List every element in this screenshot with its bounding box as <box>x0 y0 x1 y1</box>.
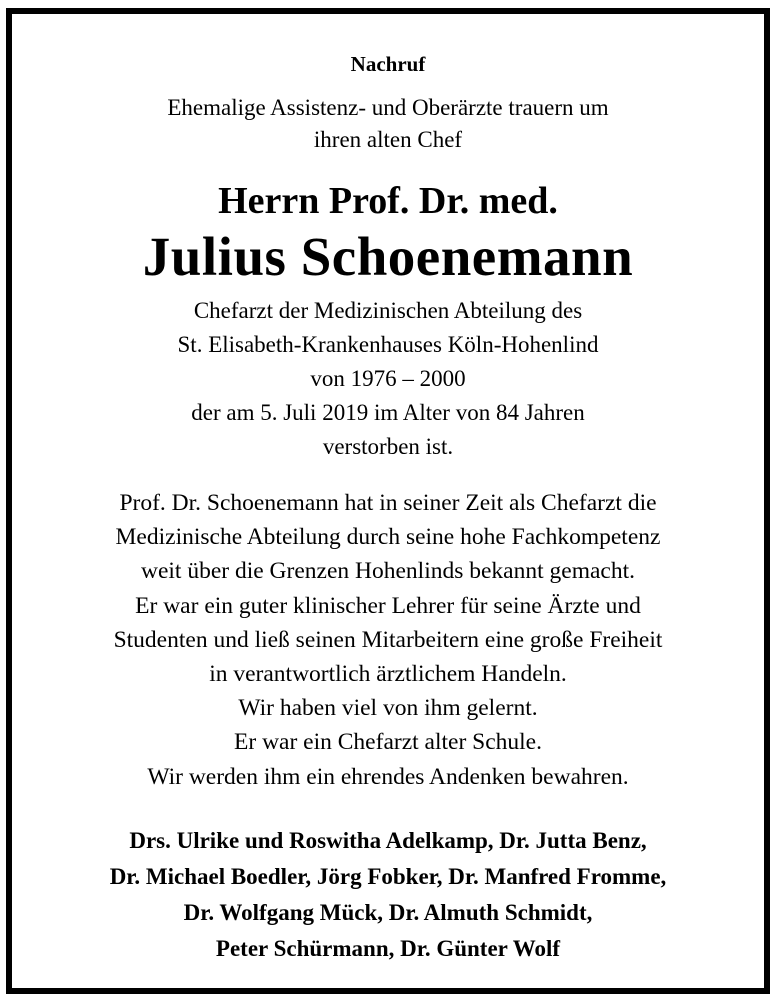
signers-line: Drs. Ulrike und Roswitha Adelkamp, Dr. Jutta Benz, <box>129 828 647 853</box>
tribute-text <box>12 486 764 794</box>
signers-line: Peter Schürmann, Dr. Günter Wolf <box>215 936 561 961</box>
tribute-line: Wir werden ihm ein ehrendes Andenken bewahren. <box>147 763 629 790</box>
tribute-line: Er war ein guter klinischer Lehrer für seine Ärzte und <box>135 592 641 619</box>
tribute-line: Prof. Dr. Schoenemann hat in seiner Zeit als Chefarzt die <box>119 490 657 516</box>
position-line: von 1976 – 2000 <box>310 366 466 391</box>
position-line: verstorben ist. <box>322 434 454 459</box>
position-line: Chefarzt der Medizinischen Abteilung des <box>193 298 583 323</box>
intro-line: ihren alten Chef <box>313 127 463 152</box>
tribute-line: Er war ein Chefarzt alter Schule. <box>234 729 542 756</box>
intro-line: Ehemalige Assistenz- und Oberärzte trauern um <box>167 95 609 120</box>
tribute-line: Wir haben viel von ihm gelernt. <box>238 695 538 722</box>
tribute-line: weit über die Grenzen Hohenlinds bekannt gemacht. <box>141 558 635 585</box>
tribute-line: Studenten und ließ seinen Mitarbeitern eine große Freiheit <box>113 626 663 653</box>
signers-line: Dr. Wolfgang Mück, Dr. Almuth Schmidt, <box>183 900 593 925</box>
intro-text <box>12 92 764 156</box>
obituary-frame <box>6 8 770 994</box>
tribute-line: Medizinische Abteilung durch seine hohe Fachkompetenz <box>115 524 661 551</box>
position-line: der am 5. Juli 2019 im Alter von 84 Jahren <box>191 400 585 425</box>
signers-line: Dr. Michael Boedler, Jörg Fobker, Dr. Manfred Fromme, <box>109 864 667 889</box>
signers-list <box>12 823 764 967</box>
tribute-line: in verantwortlich ärztlichem Handeln. <box>209 661 567 688</box>
position-text <box>12 294 764 464</box>
obituary-heading: Nachruf <box>350 52 426 76</box>
deceased-name: Julius Schoenemann <box>142 226 634 287</box>
position-line: St. Elisabeth-Krankenhauses Köln-Hohenlind <box>177 332 599 357</box>
deceased-salutation: Herrn Prof. Dr. med. <box>218 180 558 222</box>
